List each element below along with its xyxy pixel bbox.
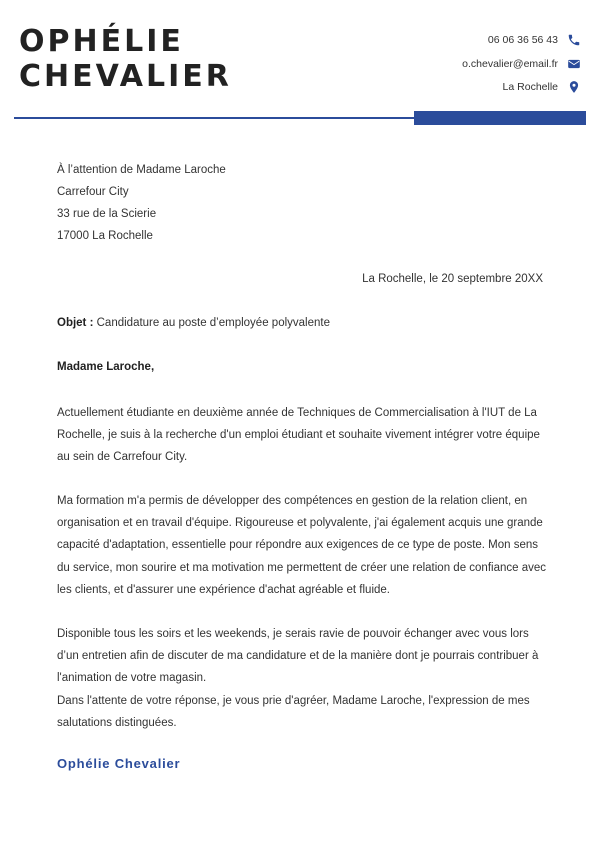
salutation: Madame Laroche, xyxy=(57,361,155,373)
closing-availability: Disponible tous les soirs et les weekends, je serais ravie de pouvoir échanger avec vous lors d’un entretien afin de discuter de ma candidature et de la manière dont je pourrais contribuer à l'animation de votre magasin. xyxy=(57,628,539,685)
applicant-name xyxy=(19,24,232,94)
contact-phone xyxy=(462,31,581,49)
contact-location xyxy=(462,78,581,96)
date-line: La Rochelle, le 20 septembre 20XX xyxy=(362,273,543,285)
closing-formula: Dans l'attente de votre réponse, je vous prie d'agréer, Madame Laroche, l'expression de mes salutations distinguées. xyxy=(57,694,530,729)
email-text: o.chevalier@email.fr xyxy=(462,57,558,70)
recipient-address xyxy=(57,159,226,247)
header-accent-bar xyxy=(414,111,586,125)
header-divider-line xyxy=(14,117,416,119)
closing-paragraph xyxy=(57,623,547,734)
body-paragraph: Ma formation m'a permis de développer des compétences en gestion de la relation client, en organisation et en travail d'équipe. Rigoureuse et polyvalente, j'ai également acquis une grande capacité d'adaptation, essentielle pour répondre aux exigences de ce type de poste. Mon sens du service, mon sourire et ma motivation me permettent de créer une relation de confiance avec les clients, et d'assurer une expérience d'achat agréable et fluide. xyxy=(57,495,546,596)
first-name: OPHÉLIE xyxy=(19,24,184,59)
recipient-line: 17000 La Rochelle xyxy=(57,230,153,242)
contact-block xyxy=(462,31,581,102)
phone-icon xyxy=(567,33,581,47)
recipient-line: Carrefour City xyxy=(57,186,129,198)
body-paragraph: Actuellement étudiante en deuxième année de Techniques de Commercialisation à l'IUT de La Rochelle, je suis à la recherche d'un emploi étudiant et souhaite vivement intégrer votre équipe au sein de Carrefour City. xyxy=(57,407,540,464)
subject-label: Objet : xyxy=(57,317,94,329)
last-name: CHEVALIER xyxy=(19,59,232,94)
signature: Ophélie Chevalier xyxy=(57,756,181,771)
recipient-line: 33 rue de la Scierie xyxy=(57,208,157,220)
location-pin-icon xyxy=(567,80,581,94)
phone-text: 06 06 36 56 43 xyxy=(487,34,558,46)
contact-email xyxy=(462,55,581,73)
location-text: La Rochelle xyxy=(502,81,558,93)
recipient-line: À l’attention de Madame Laroche xyxy=(57,164,226,176)
subject-line xyxy=(57,314,330,332)
envelope-icon xyxy=(567,57,581,71)
subject-text: Candidature au poste d’employée polyvalente xyxy=(96,317,330,329)
